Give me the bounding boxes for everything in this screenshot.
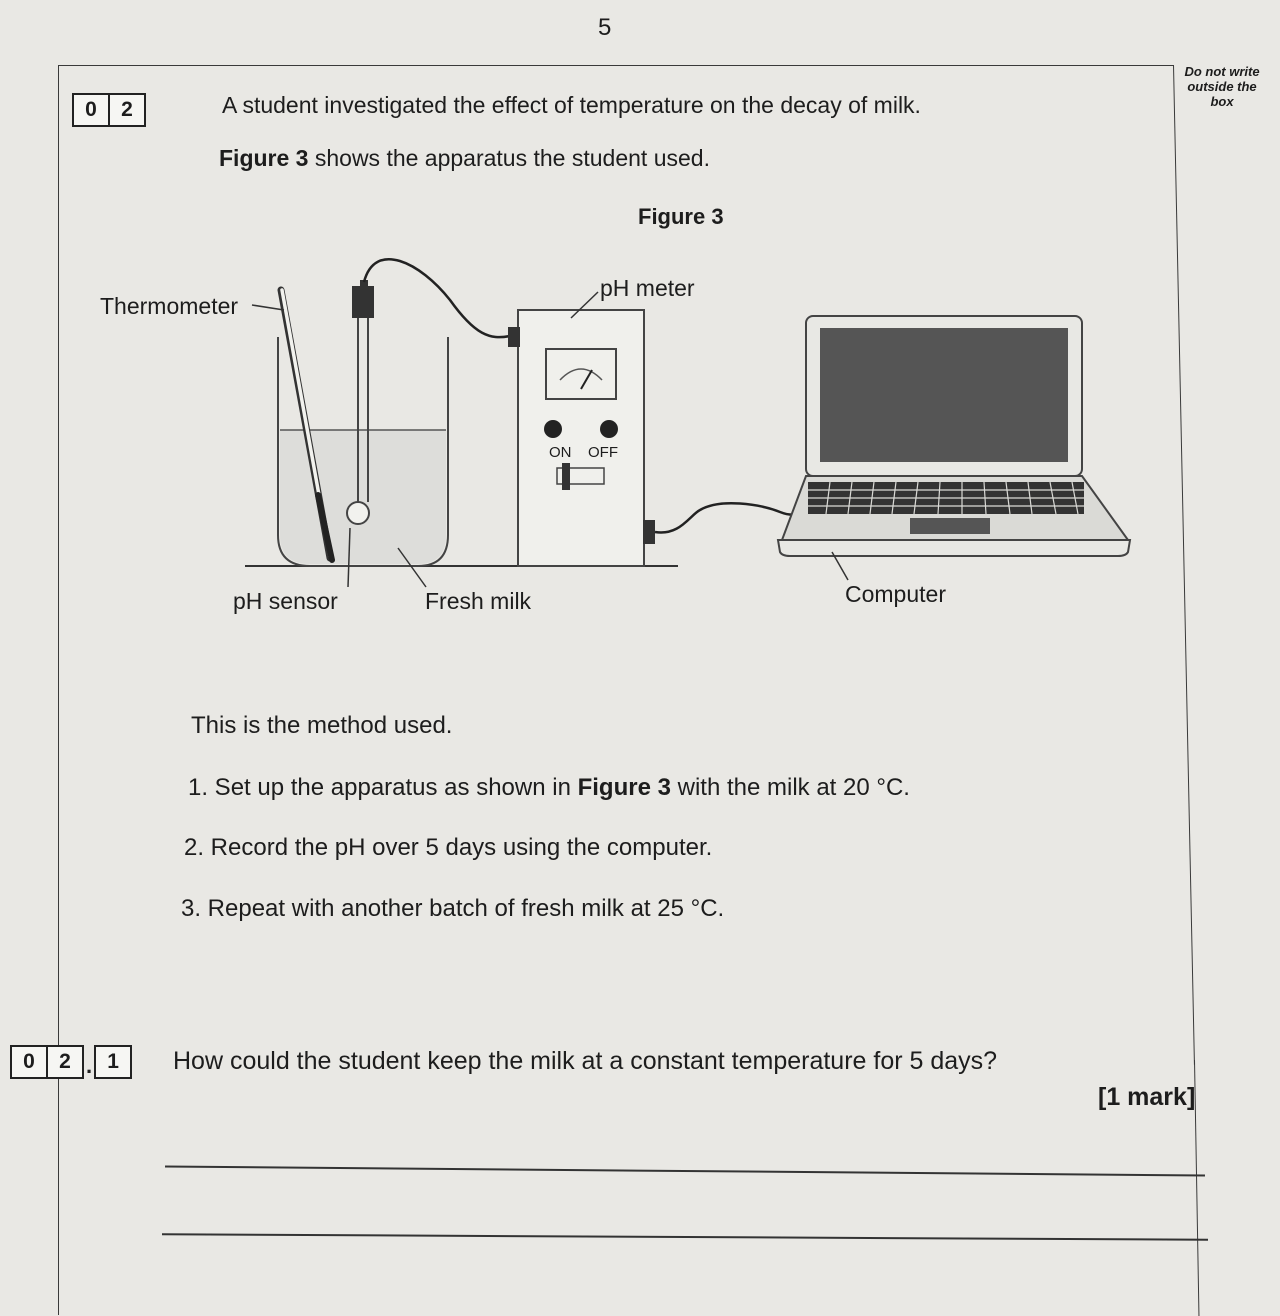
step-text: with the milk at 20 °C. <box>670 774 910 801</box>
computer-label: Computer <box>845 581 946 607</box>
laptop <box>778 316 1130 556</box>
step-text: 1. Set up the apparatus as shown in <box>188 774 578 801</box>
figure-ref: Figure 3 <box>577 774 671 801</box>
subquestion-digit: 2 <box>46 1047 82 1077</box>
question-number-digit: 0 <box>85 98 97 121</box>
method-step-3: 3. Repeat with another batch of fresh milk at 25 °C. <box>181 895 725 922</box>
answer-line[interactable] <box>165 1165 1205 1176</box>
subquestion-main-box <box>10 1045 84 1079</box>
question-intro: A student investigated the effect of temperature on the decay of milk. <box>222 92 921 118</box>
subquestion-separator: . <box>86 1053 93 1078</box>
sensor-cable <box>364 259 510 337</box>
fresh-milk-label: Fresh milk <box>425 588 532 614</box>
subquestion-digit: 0 <box>23 1050 35 1073</box>
ph-meter-label: pH meter <box>600 275 695 301</box>
switch-on-label: ON <box>549 444 572 461</box>
meter-dial <box>546 349 616 399</box>
milk-liquid <box>280 430 446 564</box>
ph-meter <box>508 310 655 566</box>
switch-off-label: OFF <box>588 444 618 461</box>
off-indicator <box>600 420 618 438</box>
ph-sensor-label: pH sensor <box>233 588 338 614</box>
trackpad <box>910 518 990 534</box>
on-indicator <box>544 420 562 438</box>
margin-note-line: outside the <box>1187 79 1257 94</box>
figure-title: Figure 3 <box>638 204 724 229</box>
answer-line[interactable] <box>162 1233 1208 1240</box>
subquestion-text: How could the student keep the milk at a constant temperature for 5 days? <box>173 1047 998 1075</box>
margin-note-line: Do not write <box>1184 64 1260 79</box>
beaker <box>278 337 448 566</box>
marks-label: [1 mark] <box>1098 1083 1196 1111</box>
thermometer-label: Thermometer <box>100 293 239 319</box>
method-intro: This is the method used. <box>191 712 453 739</box>
figure-ref: Figure 3 <box>219 145 309 171</box>
figure-intro-text: shows the apparatus the student used. <box>308 145 710 171</box>
method-step-2: 2. Record the pH over 5 days using the computer. <box>184 834 713 861</box>
subquestion-number <box>10 1045 132 1079</box>
subquestion-part: 1 <box>107 1050 119 1073</box>
page-number: 5 <box>598 14 612 41</box>
thermometer-leader <box>252 305 284 310</box>
margin-note-line: box <box>1210 94 1234 109</box>
question-number-digit: 2 <box>108 95 144 125</box>
method-step-1 <box>188 774 910 802</box>
subquestion-part-box <box>94 1045 132 1079</box>
